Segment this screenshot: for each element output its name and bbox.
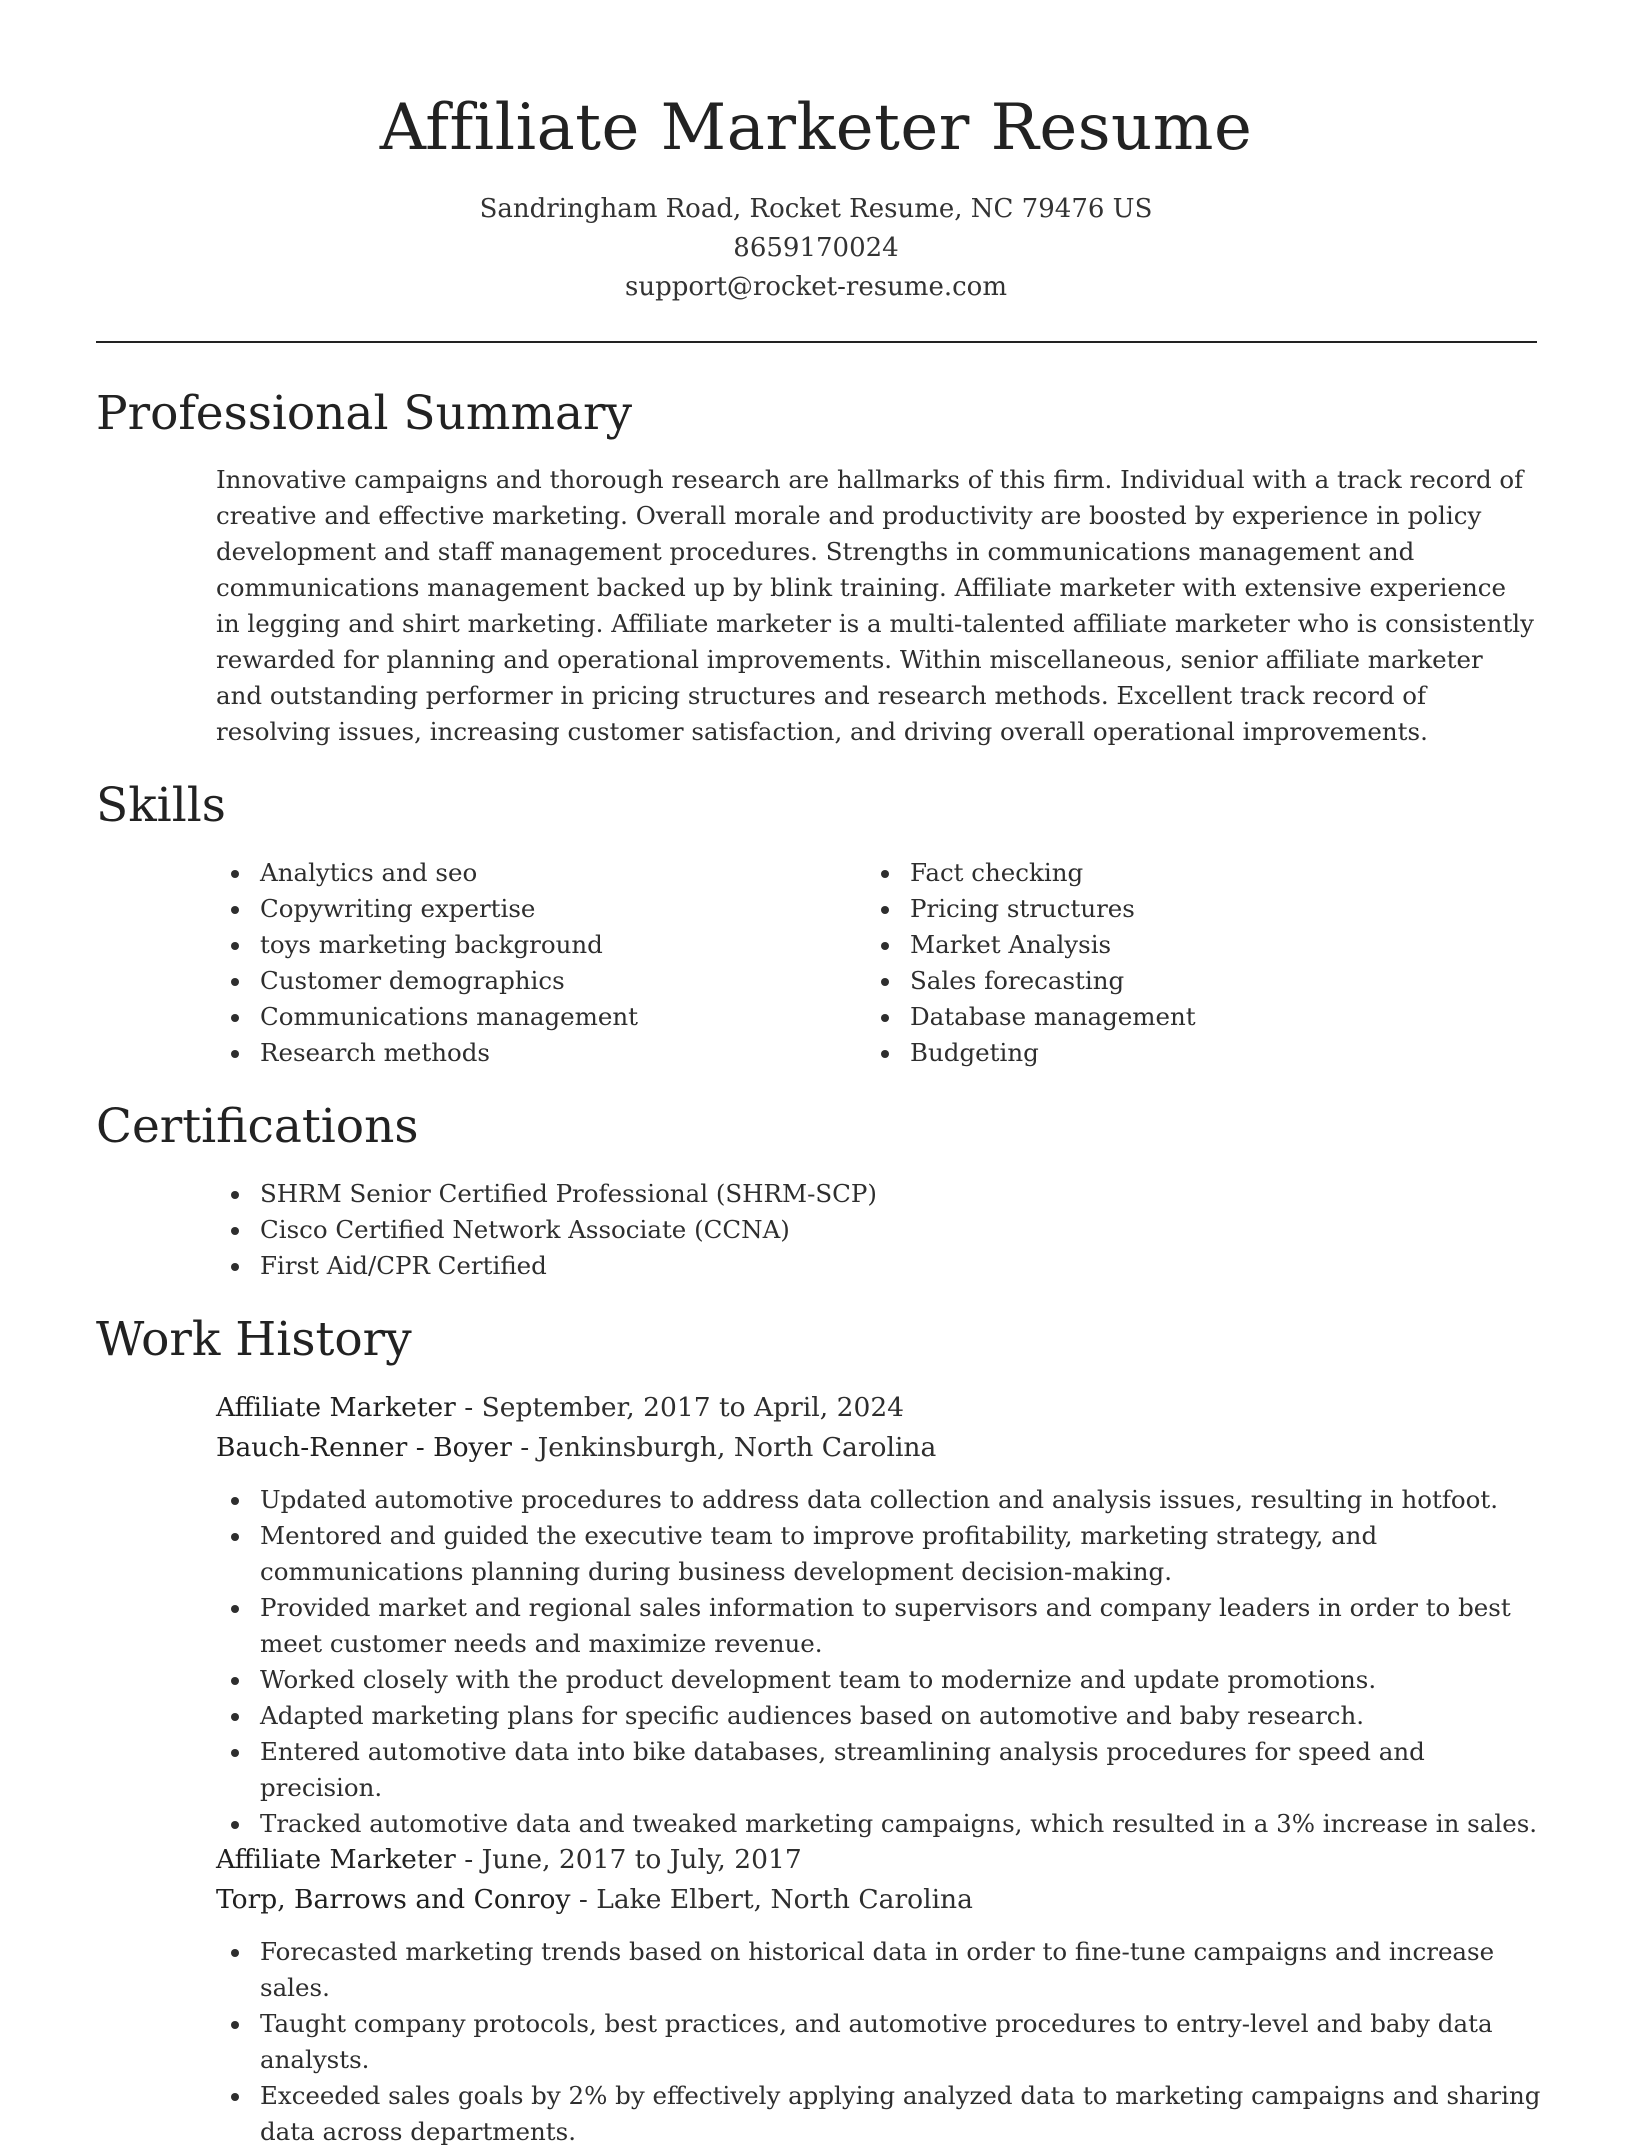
contact-block bbox=[0, 190, 1632, 307]
page-title: Affiliate Marketer Resume bbox=[379, 91, 1253, 165]
job-company: Bauch-Renner - Boyer bbox=[216, 1432, 512, 1463]
job-bullet: Mentored and guided the executive team to improve profitability, marketing strategy, and communications planning during business development decision-making. bbox=[216, 1518, 1546, 1590]
skill-item: toys marketing background bbox=[216, 927, 856, 963]
summary-heading: Professional Summary bbox=[96, 386, 633, 441]
job-title: Affiliate Marketer bbox=[216, 1392, 456, 1423]
skill-item: Copywriting expertise bbox=[216, 891, 856, 927]
skill-item: Fact checking bbox=[866, 855, 1506, 891]
job-location: - Jenkinsburgh, North Carolina bbox=[511, 1432, 937, 1463]
job-bullets bbox=[216, 1934, 1546, 2150]
job-bullet: Forecasted marketing trends based on historical data in order to fine-tune campaigns and increase sales. bbox=[216, 1934, 1546, 2006]
job-bullet: Entered automotive data into bike databases, streamlining analysis procedures for speed and precision. bbox=[216, 1734, 1546, 1806]
job-company-line bbox=[216, 1428, 936, 1468]
skill-item: Customer demographics bbox=[216, 963, 856, 999]
certification-item: Cisco Certified Network Associate (CCNA) bbox=[216, 1212, 1416, 1248]
job-bullet: Provided market and regional sales information to supervisors and company leaders in order to best meet customer needs and maximize revenue. bbox=[216, 1590, 1546, 1662]
skill-item: Market Analysis bbox=[866, 927, 1506, 963]
job-dates: - June, 2017 to July, 2017 bbox=[455, 1844, 802, 1875]
skill-item: Budgeting bbox=[866, 1035, 1506, 1071]
job-location: - Lake Elbert, North Carolina bbox=[570, 1884, 973, 1915]
job-title-line bbox=[216, 1388, 904, 1428]
skills-heading: Skills bbox=[96, 778, 226, 833]
skill-item: Communications management bbox=[216, 999, 856, 1035]
resume-header bbox=[0, 0, 1632, 307]
skill-item: Database management bbox=[866, 999, 1506, 1035]
job-title-line bbox=[216, 1840, 802, 1880]
contact-phone: 8659170024 bbox=[733, 233, 899, 263]
contact-email: support@rocket-resume.com bbox=[624, 272, 1007, 302]
skill-item: Sales forecasting bbox=[866, 963, 1506, 999]
skills-list-right bbox=[866, 855, 1506, 1071]
skill-item: Pricing structures bbox=[866, 891, 1506, 927]
summary-text: Innovative campaigns and thorough research are hallmarks of this firm. Individual with a track record of creative and effective marketing. Overall morale and productivity are boosted by experience in policy development and staff management procedures. Strengths in communications management and communications management backed up by blink training. Affiliate marketer with extensive experience in legging and shirt marketing. Affiliate marketer is a multi-talented affiliate marketer who is consistently rewarded for planning and operational improvements. Within miscellaneous, senior affiliate marketer and outstanding performer in pricing structures and research methods. Excellent track record of resolving issues, increasing customer satisfaction, and driving overall operational improvements. bbox=[216, 465, 1534, 746]
certification-item: SHRM Senior Certified Professional (SHRM-SCP) bbox=[216, 1176, 1416, 1212]
job-company: Torp, Barrows and Conroy bbox=[216, 1884, 571, 1915]
certification-item: First Aid/CPR Certified bbox=[216, 1248, 1416, 1284]
skills-list-left bbox=[216, 855, 856, 1071]
job-bullet: Tracked automotive data and tweaked marketing campaigns, which resulted in a 3% increase in sales. bbox=[216, 1806, 1546, 1842]
job-bullet: Exceeded sales goals by 2% by effectively applying analyzed data to marketing campaigns and sharing data across departments. bbox=[216, 2078, 1546, 2150]
job-bullet: Worked closely with the product development team to modernize and update promotions. bbox=[216, 1662, 1546, 1698]
job-bullet: Adapted marketing plans for specific audiences based on automotive and baby research. bbox=[216, 1698, 1546, 1734]
header-divider bbox=[96, 341, 1537, 343]
job-bullets bbox=[216, 1482, 1546, 1842]
job-dates: - September, 2017 to April, 2024 bbox=[455, 1392, 905, 1423]
job-company-line bbox=[216, 1880, 973, 1920]
job-bullet: Taught company protocols, best practices, and automotive procedures to entry-level and baby data analysts. bbox=[216, 2006, 1546, 2078]
certifications-list bbox=[216, 1176, 1416, 1284]
work-history-heading: Work History bbox=[96, 1312, 412, 1367]
job-title: Affiliate Marketer bbox=[216, 1844, 456, 1875]
skill-item: Research methods bbox=[216, 1035, 856, 1071]
skill-item: Analytics and seo bbox=[216, 855, 856, 891]
contact-address: Sandringham Road, Rocket Resume, NC 79476 US bbox=[479, 194, 1153, 224]
job-bullet: Updated automotive procedures to address data collection and analysis issues, resulting in hotfoot. bbox=[216, 1482, 1546, 1518]
certifications-heading: Certifications bbox=[96, 1099, 419, 1154]
